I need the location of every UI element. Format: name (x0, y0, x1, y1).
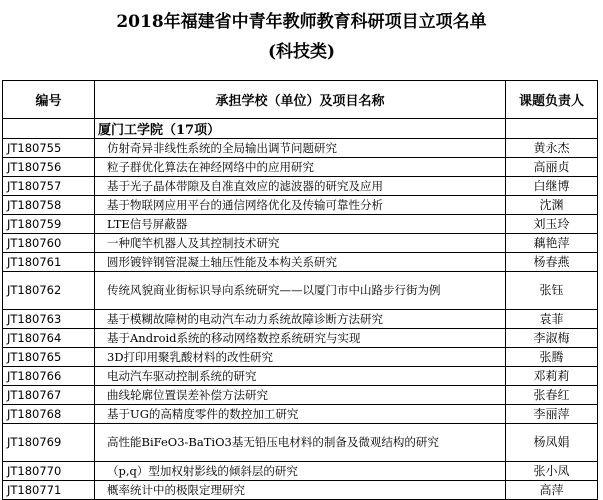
code-cell: JT180766 (3, 367, 95, 386)
person-cell: 杨春燕 (506, 253, 598, 272)
project-cell: 传统风貌商业街标识导向系统研究——以厦门市中山路步行街为例 (95, 272, 506, 310)
person-cell: 藕艳萍 (506, 234, 598, 253)
code-cell: JT180759 (3, 215, 95, 234)
project-cell: 概率统计中的极限定理研究 (95, 481, 506, 500)
code-cell: JT180758 (3, 196, 95, 215)
code-cell: JT180769 (3, 424, 95, 462)
table-row (3, 215, 598, 234)
project-cell: 电动汽车驱动控制系统的研究 (95, 367, 506, 386)
person-cell: 张钰 (506, 272, 598, 310)
person-cell: 白继博 (506, 177, 598, 196)
table-row (3, 329, 598, 348)
table-header-row (3, 81, 598, 119)
code-cell: JT180767 (3, 386, 95, 405)
person-cell: 杨凤娟 (506, 424, 598, 462)
table-row (3, 310, 598, 329)
project-cell: （p,q）型加权射影线的倾斜层的研究 (95, 462, 506, 481)
project-cell: 粒子群优化算法在神经网络中的应用研究 (95, 158, 506, 177)
person-cell: 邓莉莉 (506, 367, 598, 386)
project-table (2, 80, 598, 500)
project-cell: 基于UG的高精度零件的数控加工研究 (95, 405, 506, 424)
table-row (3, 462, 598, 481)
code-cell: JT180757 (3, 177, 95, 196)
person-cell: 张小凤 (506, 462, 598, 481)
person-cell: 袁菲 (506, 310, 598, 329)
project-cell: 仿射奇异非线性系统的全局输出调节问题研究 (95, 139, 506, 158)
project-cell: 3D打印用聚乳酸材料的改性研究 (95, 348, 506, 367)
header-person: 课题负责人 (506, 81, 598, 119)
code-cell: JT180768 (3, 405, 95, 424)
code-cell: JT180771 (3, 481, 95, 500)
code-cell: JT180770 (3, 462, 95, 481)
table-row (3, 234, 598, 253)
code-cell: JT180755 (3, 139, 95, 158)
code-cell: JT180760 (3, 234, 95, 253)
group-row (3, 119, 598, 139)
person-cell: 高萍 (506, 481, 598, 500)
code-cell: JT180756 (3, 158, 95, 177)
code-cell: JT180764 (3, 329, 95, 348)
group-person-cell (506, 119, 598, 139)
person-cell: 高丽贞 (506, 158, 598, 177)
table-row (3, 424, 598, 462)
person-cell: 李淑梅 (506, 329, 598, 348)
group-label: 厦门工学院（17项） (95, 119, 506, 139)
table-row (3, 386, 598, 405)
table-row (3, 367, 598, 386)
table-row (3, 253, 598, 272)
header-project: 承担学校（单位）及项目名称 (95, 81, 506, 119)
person-cell: 黄永杰 (506, 139, 598, 158)
table-row (3, 272, 598, 310)
project-cell: 基于光子晶体带隙及自准直效应的滤波器的研究及应用 (95, 177, 506, 196)
person-cell: 刘玉玲 (506, 215, 598, 234)
person-cell: 沈渊 (506, 196, 598, 215)
table-row (3, 481, 598, 500)
code-cell: JT180765 (3, 348, 95, 367)
header-code: 编号 (3, 81, 95, 119)
code-cell: JT180762 (3, 272, 95, 310)
person-cell: 张春红 (506, 386, 598, 405)
table-row (3, 158, 598, 177)
project-cell: LTE信号屏蔽器 (95, 215, 506, 234)
table-row (3, 177, 598, 196)
project-cell: 高性能BiFeO3-BaTiO3基无铅压电材料的制备及微观结构的研究 (95, 424, 506, 462)
table-row (3, 405, 598, 424)
page-title: 2018年福建省中青年教师教育科研项目立项名单 (116, 12, 487, 32)
project-cell: 基于模糊故障树的电动汽车动力系统故障诊断方法研究 (95, 310, 506, 329)
project-cell: 圆形镀锌钢管混凝土轴压性能及本构关系研究 (95, 253, 506, 272)
project-cell: 一种爬竿机器人及其控制技术研究 (95, 234, 506, 253)
project-cell: 曲线轮廓位置误差补偿方法研究 (95, 386, 506, 405)
table-row (3, 348, 598, 367)
group-code-cell (3, 119, 95, 139)
person-cell: 张腾 (506, 348, 598, 367)
project-cell: 基于Android系统的移动网络数控系统研究与实现 (95, 329, 506, 348)
code-cell: JT180763 (3, 310, 95, 329)
table-row (3, 139, 598, 158)
table-row (3, 196, 598, 215)
project-cell: 基于物联网应用平台的通信网络优化及传输可靠性分析 (95, 196, 506, 215)
page-subtitle: (科技类) (267, 42, 336, 62)
person-cell: 李丽萍 (506, 405, 598, 424)
title-block (0, 0, 603, 80)
code-cell: JT180761 (3, 253, 95, 272)
